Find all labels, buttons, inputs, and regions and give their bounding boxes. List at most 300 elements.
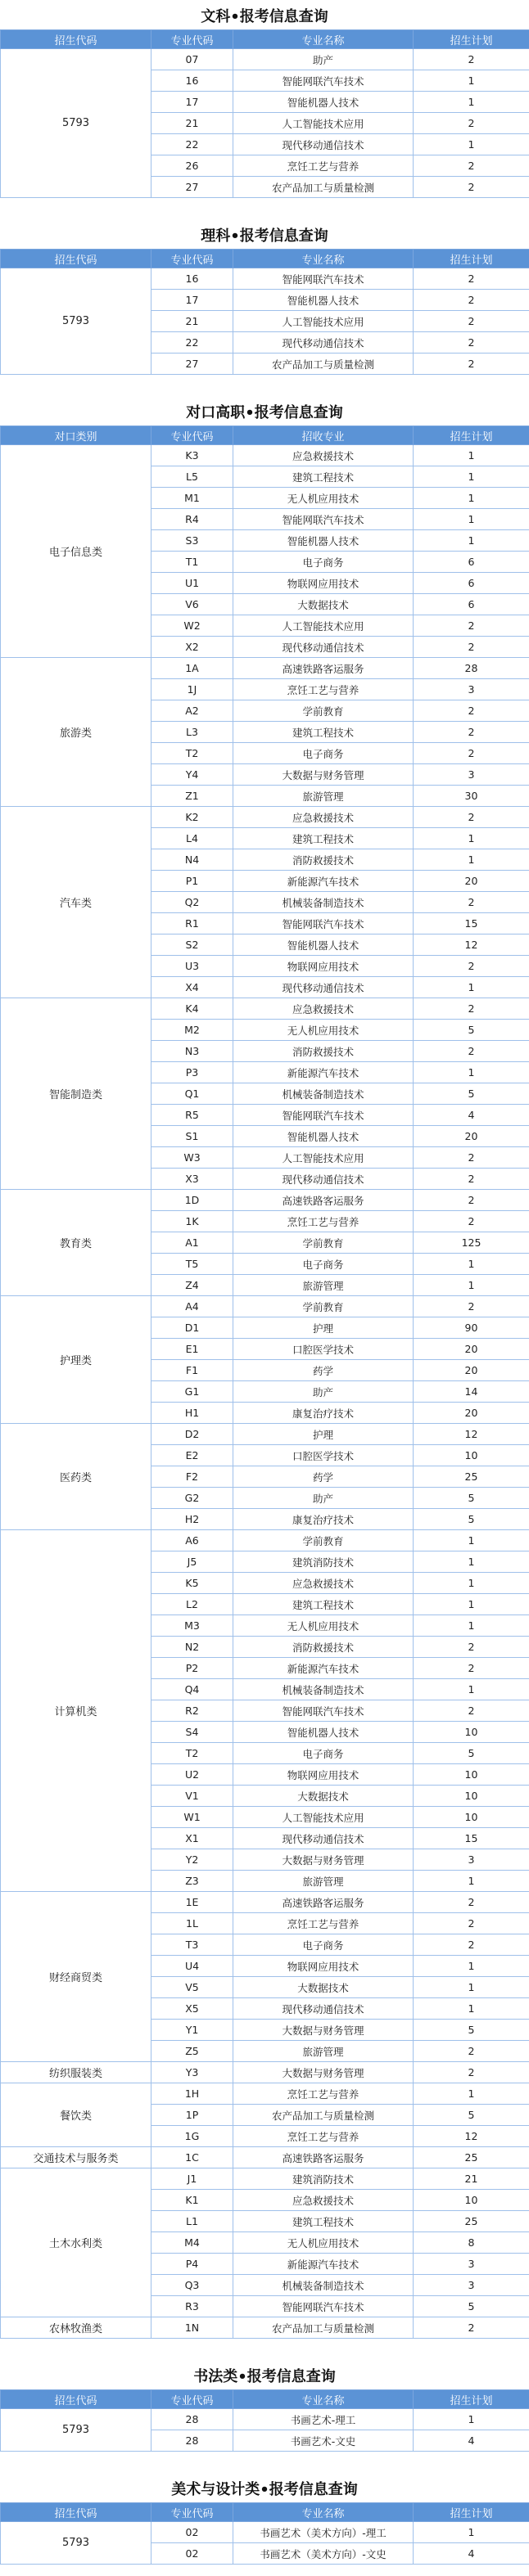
table-header-row bbox=[1, 250, 529, 268]
plan-header: 招生计划 bbox=[414, 30, 529, 49]
plan-cell: 2 bbox=[414, 637, 529, 658]
major-code-cell: F1 bbox=[151, 1360, 233, 1381]
plan-cell: 2 bbox=[414, 2041, 529, 2062]
major-name-cell: 康复治疗技术 bbox=[233, 1403, 414, 1424]
plan-cell: 10 bbox=[414, 1722, 529, 1743]
major-name-cell: 新能源汽车技术 bbox=[233, 1658, 414, 1679]
plan-cell: 28 bbox=[414, 658, 529, 679]
major-code-cell: 1C bbox=[151, 2147, 233, 2168]
plan-cell: 5 bbox=[414, 2020, 529, 2041]
major-code-cell: S1 bbox=[151, 1126, 233, 1147]
section-gap bbox=[0, 2339, 529, 2360]
plan-cell: 2 bbox=[414, 290, 529, 311]
major-name-cell: 现代移动通信技术 bbox=[233, 977, 414, 998]
major-name-cell: 智能机器人技术 bbox=[233, 1126, 414, 1147]
major-code-cell: 17 bbox=[151, 92, 233, 113]
plan-cell: 1 bbox=[414, 92, 529, 113]
major-name-cell: 烹饪工艺与营养 bbox=[233, 2126, 414, 2147]
plan-cell: 1 bbox=[414, 134, 529, 155]
category-cell: 护理类 bbox=[1, 1296, 151, 1424]
major-name-cell: 消防救援技术 bbox=[233, 849, 414, 871]
plan-cell: 15 bbox=[414, 913, 529, 934]
major-name-cell: 高速铁路客运服务 bbox=[233, 658, 414, 679]
major-name-cell: 智能网联汽车技术 bbox=[233, 1105, 414, 1126]
major-code-cell: P1 bbox=[151, 871, 233, 892]
major-name-cell: 机械装备制造技术 bbox=[233, 892, 414, 913]
major-code-cell: 22 bbox=[151, 332, 233, 354]
plan-cell: 2 bbox=[414, 332, 529, 354]
major-code-cell: Q2 bbox=[151, 892, 233, 913]
plan-cell: 20 bbox=[414, 1126, 529, 1147]
plan-cell: 10 bbox=[414, 1786, 529, 1807]
major-name-cell: 烹饪工艺与营养 bbox=[233, 679, 414, 700]
plan-cell: 1 bbox=[414, 488, 529, 509]
plan-cell: 1 bbox=[414, 1062, 529, 1083]
major-name-cell: 助产 bbox=[233, 49, 414, 70]
plan-cell: 2 bbox=[414, 1892, 529, 1913]
major-name-header: 专业名称 bbox=[233, 2503, 414, 2522]
category-cell: 交通技术与服务类 bbox=[1, 2147, 151, 2168]
major-name-cell: 人工智能技术应用 bbox=[233, 311, 414, 332]
plan-cell: 90 bbox=[414, 1317, 529, 1339]
major-name-cell: 人工智能技术应用 bbox=[233, 1147, 414, 1169]
plan-cell: 1 bbox=[414, 1871, 529, 1892]
major-name-cell: 高速铁路客运服务 bbox=[233, 2147, 414, 2168]
table-row bbox=[1, 1424, 529, 1445]
major-code-cell: U2 bbox=[151, 1764, 233, 1786]
plan-cell: 12 bbox=[414, 2126, 529, 2147]
table-row bbox=[1, 49, 529, 70]
table-row bbox=[1, 998, 529, 1020]
major-name-cell: 智能网联汽车技术 bbox=[233, 509, 414, 530]
plan-cell: 2 bbox=[414, 1637, 529, 1658]
major-code-cell: 28 bbox=[151, 2409, 233, 2430]
major-code-cell: H1 bbox=[151, 1403, 233, 1424]
major-code-cell: 26 bbox=[151, 155, 233, 177]
major-code-cell: U3 bbox=[151, 956, 233, 977]
plan-cell: 1 bbox=[414, 1679, 529, 1700]
major-code-cell: S3 bbox=[151, 530, 233, 552]
major-code-cell: P4 bbox=[151, 2254, 233, 2275]
major-code-header: 专业代码 bbox=[151, 30, 233, 49]
major-code-cell: X1 bbox=[151, 1828, 233, 1849]
plan-cell: 3 bbox=[414, 2275, 529, 2296]
plan-cell: 1 bbox=[414, 466, 529, 488]
major-name-cell: 机械装备制造技术 bbox=[233, 1083, 414, 1105]
category-cell: 教育类 bbox=[1, 1190, 151, 1296]
section bbox=[0, 401, 529, 2339]
plan-cell: 10 bbox=[414, 1445, 529, 1466]
major-code-cell: A6 bbox=[151, 1530, 233, 1551]
plan-cell: 5 bbox=[414, 1509, 529, 1530]
category-cell: 餐饮类 bbox=[1, 2083, 151, 2147]
major-name-cell: 消防救援技术 bbox=[233, 1041, 414, 1062]
major-name-cell: 建筑工程技术 bbox=[233, 2211, 414, 2232]
table-header-row bbox=[1, 30, 529, 49]
major-name-cell: 大数据技术 bbox=[233, 594, 414, 615]
major-code-cell: L3 bbox=[151, 722, 233, 743]
major-code-cell: L4 bbox=[151, 828, 233, 849]
major-name-cell: 建筑消防技术 bbox=[233, 2168, 414, 2190]
plan-cell: 4 bbox=[414, 2430, 529, 2452]
category-cell: 农林牧渔类 bbox=[1, 2317, 151, 2339]
major-code-cell: S4 bbox=[151, 1722, 233, 1743]
major-code-cell: X2 bbox=[151, 637, 233, 658]
major-name-cell: 建筑消防技术 bbox=[233, 1551, 414, 1573]
admissions-page bbox=[0, 5, 529, 2565]
plan-cell: 5 bbox=[414, 1020, 529, 1041]
admission-code-cell: 5793 bbox=[1, 268, 151, 375]
major-code-cell: S2 bbox=[151, 934, 233, 956]
major-name-cell: 物联网应用技术 bbox=[233, 1764, 414, 1786]
plan-cell: 2 bbox=[414, 311, 529, 332]
section bbox=[0, 5, 529, 198]
major-name-cell: 智能机器人技术 bbox=[233, 530, 414, 552]
major-code-header: 专业代码 bbox=[151, 426, 233, 445]
major-name-cell: 建筑工程技术 bbox=[233, 1594, 414, 1615]
info-table bbox=[0, 29, 529, 198]
major-code-cell: 1L bbox=[151, 1913, 233, 1934]
plan-cell: 1 bbox=[414, 70, 529, 92]
plan-cell: 2 bbox=[414, 1934, 529, 1956]
major-name-cell: 大数据与财务管理 bbox=[233, 2020, 414, 2041]
major-code-cell: L2 bbox=[151, 1594, 233, 1615]
major-name-cell: 智能网联汽车技术 bbox=[233, 2296, 414, 2317]
major-name-cell: 物联网应用技术 bbox=[233, 1956, 414, 1977]
admission-major-header: 招收专业 bbox=[233, 426, 414, 445]
major-code-cell: M4 bbox=[151, 2232, 233, 2254]
major-code-cell: K3 bbox=[151, 445, 233, 466]
major-name-cell: 高速铁路客运服务 bbox=[233, 1892, 414, 1913]
plan-cell: 1 bbox=[414, 828, 529, 849]
major-name-cell: 机械装备制造技术 bbox=[233, 2275, 414, 2296]
major-name-cell: 智能机器人技术 bbox=[233, 92, 414, 113]
plan-cell: 2 bbox=[414, 1190, 529, 1211]
major-name-header: 专业名称 bbox=[233, 2390, 414, 2409]
plan-cell: 5 bbox=[414, 1488, 529, 1509]
major-name-cell: 大数据技术 bbox=[233, 1786, 414, 1807]
major-name-cell: 学前教育 bbox=[233, 700, 414, 722]
admission-code-cell: 5793 bbox=[1, 2522, 151, 2565]
major-code-cell: T2 bbox=[151, 1743, 233, 1764]
info-table bbox=[0, 2389, 529, 2452]
plan-cell: 12 bbox=[414, 1424, 529, 1445]
major-code-cell: K4 bbox=[151, 998, 233, 1020]
major-name-cell: 大数据技术 bbox=[233, 1977, 414, 1998]
major-code-cell: A1 bbox=[151, 1232, 233, 1254]
plan-cell: 1 bbox=[414, 1998, 529, 2020]
plan-cell: 1 bbox=[414, 1977, 529, 1998]
major-name-cell: 高速铁路客运服务 bbox=[233, 1190, 414, 1211]
major-name-cell: 电子商务 bbox=[233, 1934, 414, 1956]
major-name-cell: 烹饪工艺与营养 bbox=[233, 2083, 414, 2105]
major-name-cell: 机械装备制造技术 bbox=[233, 1679, 414, 1700]
major-code-cell: T3 bbox=[151, 1934, 233, 1956]
major-name-cell: 康复治疗技术 bbox=[233, 1509, 414, 1530]
plan-cell: 1 bbox=[414, 1275, 529, 1296]
category-cell: 纺织服装类 bbox=[1, 2062, 151, 2083]
major-name-cell: 物联网应用技术 bbox=[233, 956, 414, 977]
major-code-cell: Y1 bbox=[151, 2020, 233, 2041]
table-row bbox=[1, 2317, 529, 2339]
major-code-cell: 1K bbox=[151, 1211, 233, 1232]
plan-cell: 3 bbox=[414, 679, 529, 700]
plan-cell: 2 bbox=[414, 743, 529, 764]
major-name-cell: 大数据与财务管理 bbox=[233, 1849, 414, 1871]
major-name-cell: 农产品加工与质量检测 bbox=[233, 2317, 414, 2339]
major-code-cell: W3 bbox=[151, 1147, 233, 1169]
major-code-cell: R3 bbox=[151, 2296, 233, 2317]
section-title: 理科•报考信息查询 bbox=[201, 227, 328, 245]
major-code-cell: 1H bbox=[151, 2083, 233, 2105]
plan-cell: 2 bbox=[414, 1147, 529, 1169]
major-code-cell: Q4 bbox=[151, 1679, 233, 1700]
plan-cell: 2 bbox=[414, 722, 529, 743]
major-code-cell: E2 bbox=[151, 1445, 233, 1466]
plan-cell: 2 bbox=[414, 807, 529, 828]
category-cell: 汽车类 bbox=[1, 807, 151, 998]
major-name-cell: 现代移动通信技术 bbox=[233, 637, 414, 658]
plan-cell: 2 bbox=[414, 1700, 529, 1722]
plan-cell: 21 bbox=[414, 2168, 529, 2190]
major-code-cell: R1 bbox=[151, 913, 233, 934]
major-code-cell: E1 bbox=[151, 1339, 233, 1360]
major-name-cell: 智能网联汽车技术 bbox=[233, 268, 414, 290]
plan-cell: 1 bbox=[414, 1615, 529, 1637]
plan-cell: 2 bbox=[414, 700, 529, 722]
major-name-cell: 新能源汽车技术 bbox=[233, 871, 414, 892]
major-code-cell: 02 bbox=[151, 2522, 233, 2543]
admission-code-cell: 5793 bbox=[1, 2409, 151, 2452]
plan-cell: 5 bbox=[414, 2296, 529, 2317]
plan-cell: 1 bbox=[414, 849, 529, 871]
major-code-cell: K2 bbox=[151, 807, 233, 828]
major-name-cell: 大数据与财务管理 bbox=[233, 764, 414, 786]
category-cell: 电子信息类 bbox=[1, 445, 151, 658]
plan-cell: 14 bbox=[414, 1381, 529, 1403]
plan-header: 招生计划 bbox=[414, 250, 529, 268]
major-name-cell: 现代移动通信技术 bbox=[233, 332, 414, 354]
major-name-cell: 现代移动通信技术 bbox=[233, 1998, 414, 2020]
major-name-cell: 智能机器人技术 bbox=[233, 934, 414, 956]
plan-cell: 2 bbox=[414, 998, 529, 1020]
major-code-cell: T5 bbox=[151, 1254, 233, 1275]
major-name-cell: 智能网联汽车技术 bbox=[233, 913, 414, 934]
major-name-cell: 书画艺术（美术方向）-理工 bbox=[233, 2522, 414, 2543]
major-name-header: 专业名称 bbox=[233, 250, 414, 268]
major-name-cell: 应急救援技术 bbox=[233, 445, 414, 466]
major-code-cell: 1N bbox=[151, 2317, 233, 2339]
plan-cell: 2 bbox=[414, 892, 529, 913]
major-name-cell: 助产 bbox=[233, 1381, 414, 1403]
major-name-cell: 电子商务 bbox=[233, 1254, 414, 1275]
code-header: 招生代码 bbox=[1, 250, 151, 268]
plan-cell: 10 bbox=[414, 1764, 529, 1786]
table-header-row bbox=[1, 2390, 529, 2409]
major-name-cell: 应急救援技术 bbox=[233, 2190, 414, 2211]
major-code-cell: U4 bbox=[151, 1956, 233, 1977]
plan-cell: 1 bbox=[414, 1594, 529, 1615]
table-row bbox=[1, 268, 529, 290]
section bbox=[0, 224, 529, 375]
major-name-cell: 电子商务 bbox=[233, 552, 414, 573]
plan-cell: 1 bbox=[414, 509, 529, 530]
major-name-cell: 学前教育 bbox=[233, 1296, 414, 1317]
plan-cell: 2 bbox=[414, 354, 529, 375]
major-name-cell: 无人机应用技术 bbox=[233, 1020, 414, 1041]
major-code-cell: 27 bbox=[151, 354, 233, 375]
plan-header: 招生计划 bbox=[414, 426, 529, 445]
plan-header: 招生计划 bbox=[414, 2503, 529, 2522]
section-title: 美术与设计类•报考信息查询 bbox=[171, 2481, 358, 2498]
major-code-cell: Y4 bbox=[151, 764, 233, 786]
major-code-cell: Z4 bbox=[151, 1275, 233, 1296]
major-code-cell: P2 bbox=[151, 1658, 233, 1679]
major-code-cell: L5 bbox=[151, 466, 233, 488]
major-code-header: 专业代码 bbox=[151, 2503, 233, 2522]
major-name-cell: 新能源汽车技术 bbox=[233, 2254, 414, 2275]
major-code-cell: 1A bbox=[151, 658, 233, 679]
plan-cell: 6 bbox=[414, 573, 529, 594]
plan-cell: 6 bbox=[414, 552, 529, 573]
section-gap bbox=[0, 375, 529, 396]
major-name-cell: 农产品加工与质量检测 bbox=[233, 354, 414, 375]
major-name-cell: 学前教育 bbox=[233, 1232, 414, 1254]
table-row bbox=[1, 2168, 529, 2190]
code-header: 招生代码 bbox=[1, 2503, 151, 2522]
major-code-cell: X4 bbox=[151, 977, 233, 998]
plan-cell: 2 bbox=[414, 1211, 529, 1232]
major-code-cell: T2 bbox=[151, 743, 233, 764]
plan-cell: 3 bbox=[414, 2254, 529, 2275]
major-code-cell: W1 bbox=[151, 1807, 233, 1828]
major-code-cell: U1 bbox=[151, 573, 233, 594]
major-code-cell: M3 bbox=[151, 1615, 233, 1637]
major-name-cell: 智能网联汽车技术 bbox=[233, 1700, 414, 1722]
section-title: 书法类•报考信息查询 bbox=[193, 2368, 336, 2385]
major-code-cell: 16 bbox=[151, 70, 233, 92]
plan-cell: 2 bbox=[414, 177, 529, 198]
major-name-cell: 书画艺术-文史 bbox=[233, 2430, 414, 2452]
major-code-cell: 02 bbox=[151, 2543, 233, 2565]
major-name-cell: 消防救援技术 bbox=[233, 1637, 414, 1658]
major-name-cell: 建筑工程技术 bbox=[233, 828, 414, 849]
major-name-cell: 学前教育 bbox=[233, 1530, 414, 1551]
major-name-cell: 现代移动通信技术 bbox=[233, 1828, 414, 1849]
major-name-cell: 口腔医学技术 bbox=[233, 1339, 414, 1360]
major-code-cell: Q3 bbox=[151, 2275, 233, 2296]
plan-cell: 2 bbox=[414, 1041, 529, 1062]
section-gap bbox=[0, 198, 529, 219]
plan-cell: 6 bbox=[414, 594, 529, 615]
major-name-cell: 药学 bbox=[233, 1466, 414, 1488]
major-name-cell: 大数据与财务管理 bbox=[233, 2062, 414, 2083]
plan-cell: 1 bbox=[414, 977, 529, 998]
info-table bbox=[0, 249, 529, 375]
major-name-cell: 无人机应用技术 bbox=[233, 1615, 414, 1637]
major-code-cell: 22 bbox=[151, 134, 233, 155]
plan-cell: 5 bbox=[414, 1083, 529, 1105]
major-code-cell: A4 bbox=[151, 1296, 233, 1317]
major-code-cell: R4 bbox=[151, 509, 233, 530]
code-header: 招生代码 bbox=[1, 30, 151, 49]
category-cell: 土木水利类 bbox=[1, 2168, 151, 2317]
major-name-cell: 应急救援技术 bbox=[233, 998, 414, 1020]
plan-cell: 2 bbox=[414, 1296, 529, 1317]
major-code-cell: 1G bbox=[151, 2126, 233, 2147]
major-code-cell: M2 bbox=[151, 1020, 233, 1041]
major-name-cell: 智能网联汽车技术 bbox=[233, 70, 414, 92]
plan-cell: 1 bbox=[414, 2083, 529, 2105]
plan-cell: 2 bbox=[414, 615, 529, 637]
major-code-cell: 07 bbox=[151, 49, 233, 70]
plan-cell: 30 bbox=[414, 786, 529, 807]
major-code-cell: Y3 bbox=[151, 2062, 233, 2083]
plan-cell: 1 bbox=[414, 1956, 529, 1977]
plan-cell: 1 bbox=[414, 530, 529, 552]
major-code-cell: 1J bbox=[151, 679, 233, 700]
table-row bbox=[1, 1530, 529, 1551]
admission-code-cell: 5793 bbox=[1, 49, 151, 198]
major-code-cell: F2 bbox=[151, 1466, 233, 1488]
plan-cell: 2 bbox=[414, 268, 529, 290]
major-name-cell: 烹饪工艺与营养 bbox=[233, 1211, 414, 1232]
section bbox=[0, 2478, 529, 2565]
table-header-row bbox=[1, 426, 529, 445]
major-code-cell: 1E bbox=[151, 1892, 233, 1913]
major-name-cell: 旅游管理 bbox=[233, 1275, 414, 1296]
category-cell: 计算机类 bbox=[1, 1530, 151, 1892]
major-name-cell: 无人机应用技术 bbox=[233, 2232, 414, 2254]
major-name-cell: 助产 bbox=[233, 1488, 414, 1509]
major-name-cell: 建筑工程技术 bbox=[233, 722, 414, 743]
table-row bbox=[1, 1296, 529, 1317]
major-code-cell: G1 bbox=[151, 1381, 233, 1403]
plan-header: 招生计划 bbox=[414, 2390, 529, 2409]
section-title: 对口高职•报考信息查询 bbox=[186, 404, 343, 421]
info-table bbox=[0, 2502, 529, 2565]
section-title: 文科•报考信息查询 bbox=[201, 8, 328, 25]
major-name-cell: 旅游管理 bbox=[233, 786, 414, 807]
plan-cell: 3 bbox=[414, 764, 529, 786]
major-name-header: 专业名称 bbox=[233, 30, 414, 49]
major-code-cell: A2 bbox=[151, 700, 233, 722]
table-row bbox=[1, 807, 529, 828]
plan-cell: 2 bbox=[414, 2317, 529, 2339]
major-code-cell: R2 bbox=[151, 1700, 233, 1722]
major-code-cell: T1 bbox=[151, 552, 233, 573]
major-code-cell: 27 bbox=[151, 177, 233, 198]
table-row bbox=[1, 2062, 529, 2083]
vocational-table bbox=[0, 426, 529, 2339]
plan-cell: 10 bbox=[414, 1807, 529, 1828]
major-code-cell: K1 bbox=[151, 2190, 233, 2211]
major-name-cell: 旅游管理 bbox=[233, 2041, 414, 2062]
major-code-cell: N2 bbox=[151, 1637, 233, 1658]
major-name-cell: 口腔医学技术 bbox=[233, 1445, 414, 1466]
major-code-cell: P3 bbox=[151, 1062, 233, 1083]
category-cell: 旅游类 bbox=[1, 658, 151, 807]
plan-cell: 2 bbox=[414, 155, 529, 177]
major-code-cell: J1 bbox=[151, 2168, 233, 2190]
major-name-cell: 护理 bbox=[233, 1317, 414, 1339]
section bbox=[0, 2365, 529, 2452]
major-name-cell: 书画艺术-理工 bbox=[233, 2409, 414, 2430]
major-code-cell: Z5 bbox=[151, 2041, 233, 2062]
category-cell: 医药类 bbox=[1, 1424, 151, 1530]
major-name-cell: 烹饪工艺与营养 bbox=[233, 155, 414, 177]
major-code-header: 专业代码 bbox=[151, 2390, 233, 2409]
